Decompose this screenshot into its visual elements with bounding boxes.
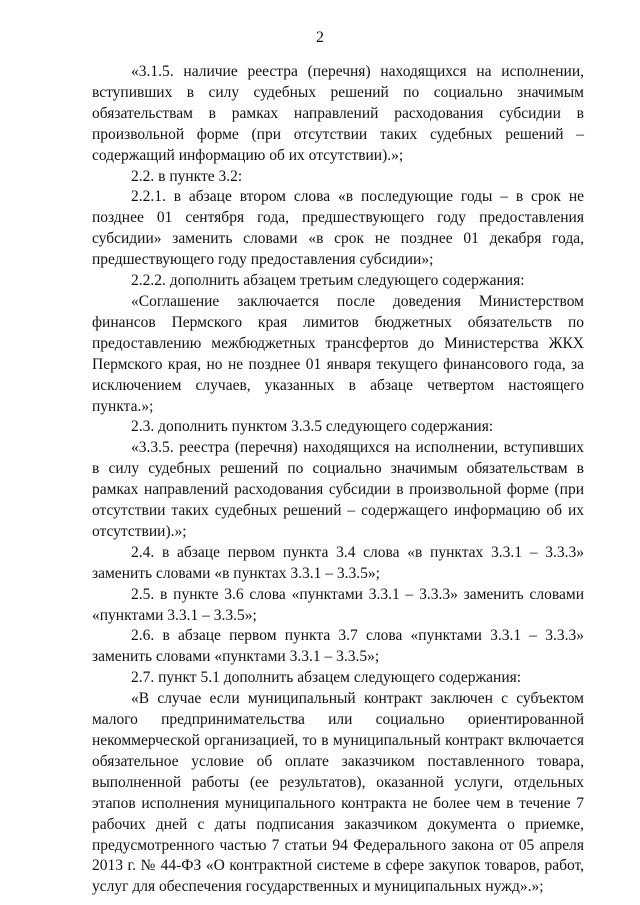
document-body xyxy=(92,62,584,898)
paragraph-2-4: 2.4. в абзаце первом пункта 3.4 слова «в пунктах 3.3.1 – 3.3.3» заменить словами «в пунктах 3.3.1 – 3.3.5»; xyxy=(92,543,584,582)
paragraph-agreement-quote: «Соглашение заключается после доведения Министерством финансов Пермского края лимитов бюджетных обязательств по предоставлению межбюджетных трансфертов до Министерства ЖКХ Пермского края, но не позднее 01 января текущего финансового года, за исключением случаев, указанных в абзаце четвертом настоящего пункта.»; xyxy=(92,292,584,415)
paragraph-2-5: 2.5. в пункте 3.6 слова «пунктами 3.3.1 – 3.3.3» заменить словами «пунктами 3.3.1 – 3.3.5»; xyxy=(92,585,584,624)
paragraph-2-2: 2.2. в пункте 3.2: xyxy=(131,167,243,185)
paragraph-3-1-5-quote: «3.1.5. наличие реестра (перечня) находящихся на исполнении, вступивших в силу судебных решений по социально значимым обязательствам в рамках направлений расходования субсидии в произвольной форме (при отсутствии таких судебных решений – содержащий информацию об их отсутствии).»; xyxy=(92,63,584,164)
paragraph-contract-quote: «В случае если муниципальный контракт заключен с субъектом малого предпринимательства или социально ориентированной некоммерческой организацией, то в муниципальный контракт включается обязательное условие об оплате заказчиком поставленного товара, выполненной работы (ее результатов), оказанной услуги, отдельных этапов исполнения муниципального контракта не более чем в течение 7 рабочих дней с даты подписания заказчиком документа о приемке, предусмотренного частью 7 статьи 94 Федерального закона от 05 апреля 2013 г. № 44-ФЗ «О контрактной системе в сфере закупок товаров, работ, услуг для обеспечения государственных и муниципальных нужд».»; xyxy=(92,690,584,896)
paragraph-2-7: 2.7. пункт 5.1 дополнить абзацем следующего содержания: xyxy=(131,669,522,687)
paragraph-2-2-1: 2.2.1. в абзаце втором слова «в последующие годы – в срок не позднее 01 сентября года, предшествующего году предоставления субсидии» заменить словами «в срок не позднее 01 декабря года, предшествующего году предоставления субсидии»; xyxy=(92,188,584,269)
paragraph-3-3-5-quote: «3.3.5. реестра (перечня) находящихся на исполнении, вступивших в силу судебных решений по социально значимым обязательствам в рамках направлений расходования субсидии в произвольной форме (при отсутствии таких судебных решений – содержащего информацию об их отсутствии).»; xyxy=(92,439,584,540)
page-number: 2 xyxy=(316,29,324,46)
paragraph-2-2-2: 2.2.2. дополнить абзацем третьим следующего содержания: xyxy=(131,272,525,290)
paragraph-2-3: 2.3. дополнить пунктом 3.3.5 следующего содержания: xyxy=(131,418,494,436)
paragraph-2-6: 2.6. в абзаце первом пункта 3.7 слова «пунктами 3.3.1 – 3.3.3» заменить словами «пунктами 3.3.1 – 3.3.5»; xyxy=(92,627,584,666)
